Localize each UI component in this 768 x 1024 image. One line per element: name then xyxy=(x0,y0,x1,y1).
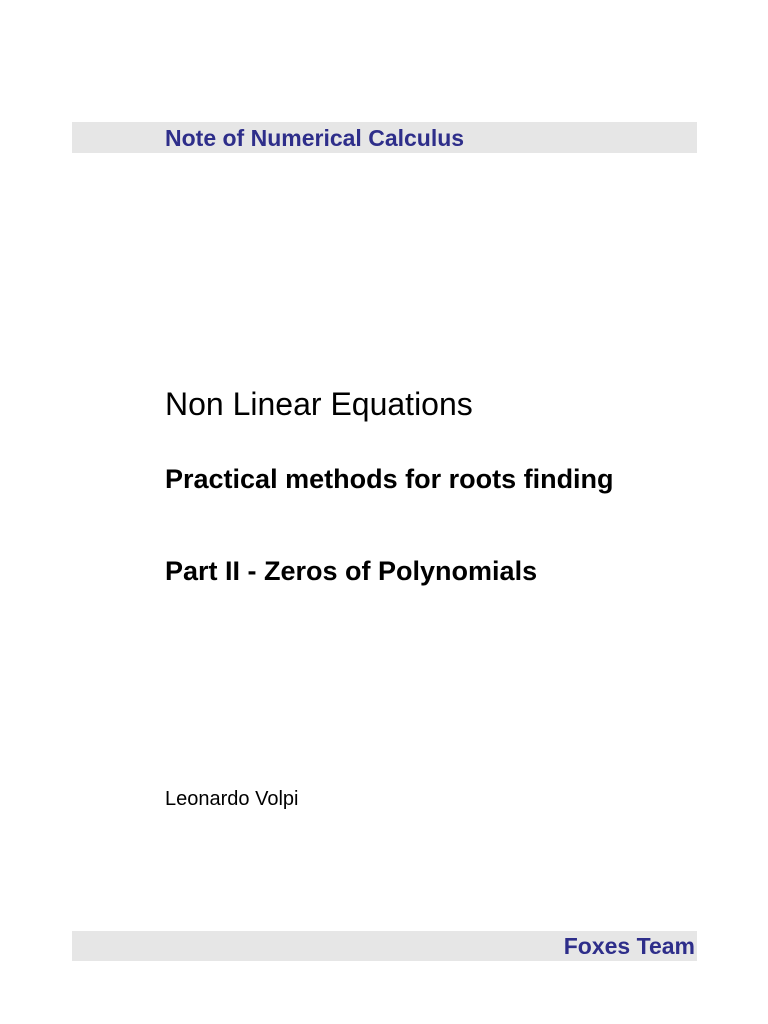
header-band xyxy=(72,122,697,153)
author-name: Leonardo Volpi xyxy=(165,788,299,810)
part-heading: Part II - Zeros of Polynomials xyxy=(165,556,538,586)
footer-band xyxy=(72,931,697,961)
series-title: Note of Numerical Calculus xyxy=(165,125,465,151)
document-title: Non Linear Equations xyxy=(165,386,473,422)
document-subtitle: Practical methods for roots finding xyxy=(165,464,614,494)
team-name: Foxes Team xyxy=(563,933,695,959)
